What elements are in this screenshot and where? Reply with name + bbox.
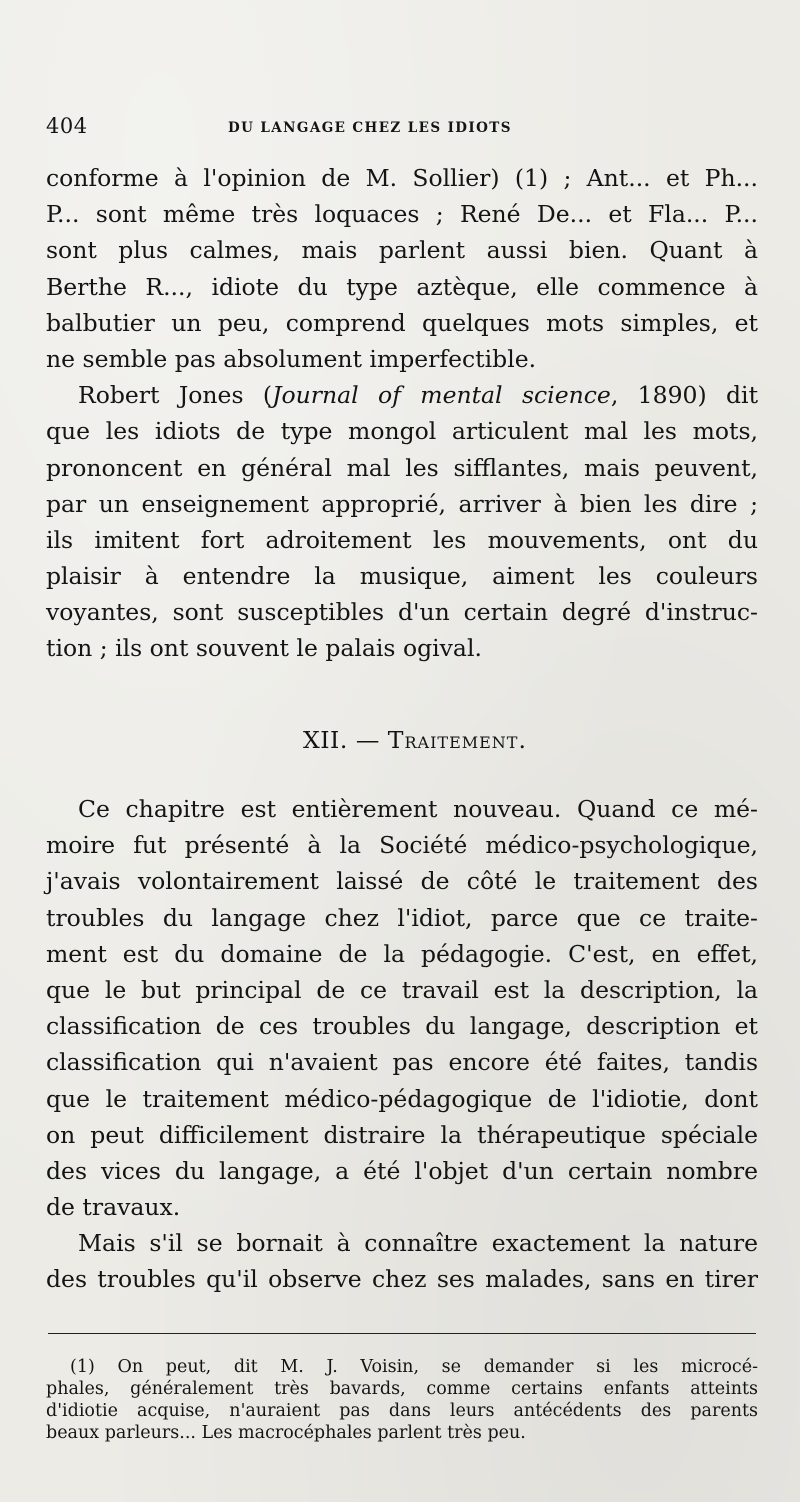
- text-line: j'avais volontairement laissé de côté le traitement des: [46, 867, 758, 896]
- text-block-bottom: [46, 791, 758, 1298]
- footnote-line: (1) On peut, dit M. J. Voisin, se demander si les microcé-: [70, 1357, 758, 1377]
- text-line: ils imitent fort adroitement les mouvements, ont du: [46, 525, 758, 554]
- section-title-text: Traitement.: [387, 726, 527, 754]
- section-heading: [0, 726, 800, 754]
- text-line: que les idiots de type mongol articulent mal les mots,: [46, 417, 758, 446]
- journal-title: Journal of mental science: [272, 381, 611, 410]
- text-line: que le but principal de ce travail est la description, la: [46, 975, 758, 1004]
- footnote-line: d'idiotie acquise, n'auraient pas dans leurs antécédents des parents: [46, 1401, 758, 1421]
- footnote-divider: [48, 1333, 756, 1334]
- page-number: 404: [46, 114, 88, 138]
- text-line: classification qui n'avaient pas encore été faites, tandis: [46, 1048, 758, 1077]
- footnote-line: beaux parleurs... Les macrocéphales parlent très peu.: [46, 1423, 526, 1443]
- section-title: [387, 726, 527, 754]
- text-line: voyantes, sont susceptibles d'un certain degré d'instruc-: [46, 598, 758, 627]
- text-line: classification de ces troubles du langage, description et: [46, 1012, 758, 1041]
- text-line: que le traitement médico-pédagogique de l'idiotie, dont: [46, 1084, 758, 1113]
- text-line: conforme à l'opinion de M. Sollier) (1) ; Ant... et Ph...: [46, 164, 758, 192]
- paragraph-1: [46, 160, 758, 377]
- text-line: balbutier un peu, comprend quelques mots simples, et: [46, 308, 758, 337]
- running-head: DU LANGAGE CHEZ LES IDIOTS: [228, 120, 512, 136]
- text-line: prononcent en général mal les sifflantes, mais peuvent,: [46, 453, 758, 482]
- text-line: plaisir à entendre la musique, aiment les couleurs: [46, 562, 758, 591]
- paragraph-4: [46, 1225, 758, 1297]
- paragraph-3: [46, 791, 758, 1225]
- section-number: XII.: [303, 726, 348, 754]
- text-line: [46, 377, 758, 413]
- text-line: Mais s'il se bornait à connaître exactement la nature: [78, 1229, 758, 1258]
- text-block-top: [46, 160, 758, 667]
- footnote: [46, 1356, 758, 1444]
- footnote-line: phales, généralement très bavards, comme certains enfants atteints: [46, 1379, 758, 1399]
- text-line: ne semble pas absolument imperfectible.: [46, 344, 537, 373]
- text-line: ment est du domaine de la pédagogie. C'est, en effet,: [46, 939, 758, 968]
- text-line: tion ; ils ont souvent le palais ogival.: [46, 634, 482, 663]
- text-line: des vices du langage, a été l'objet d'un certain nombre: [46, 1156, 758, 1185]
- text-line: moire fut présenté à la Société médico-psychologique,: [46, 831, 758, 860]
- text-line: on peut difficilement distraire la thérapeutique spéciale: [46, 1120, 758, 1149]
- text-line: troubles du langage chez l'idiot, parce que ce traite-: [46, 903, 758, 932]
- text-line: des troubles qu'il observe chez ses malades, sans en tirer: [46, 1265, 758, 1294]
- text-line: Ce chapitre est entièrement nouveau. Quand ce mé-: [78, 795, 758, 823]
- text-fragment: Robert Jones (: [78, 381, 273, 410]
- text-line: P... sont même très loquaces ; René De... et Fla... P...: [46, 200, 758, 229]
- text-line: de travaux.: [46, 1193, 181, 1222]
- paragraph-2: [46, 377, 758, 667]
- section-dash: —: [355, 726, 380, 754]
- text-fragment: , 1890) dit: [610, 381, 759, 410]
- text-line: Berthe R..., idiote du type aztèque, elle commence à: [46, 272, 758, 301]
- text-line: par un enseignement approprié, arriver à bien les dire ;: [46, 489, 758, 518]
- page-header: [46, 114, 760, 146]
- text-line: sont plus calmes, mais parlent aussi bien. Quant à: [46, 236, 758, 265]
